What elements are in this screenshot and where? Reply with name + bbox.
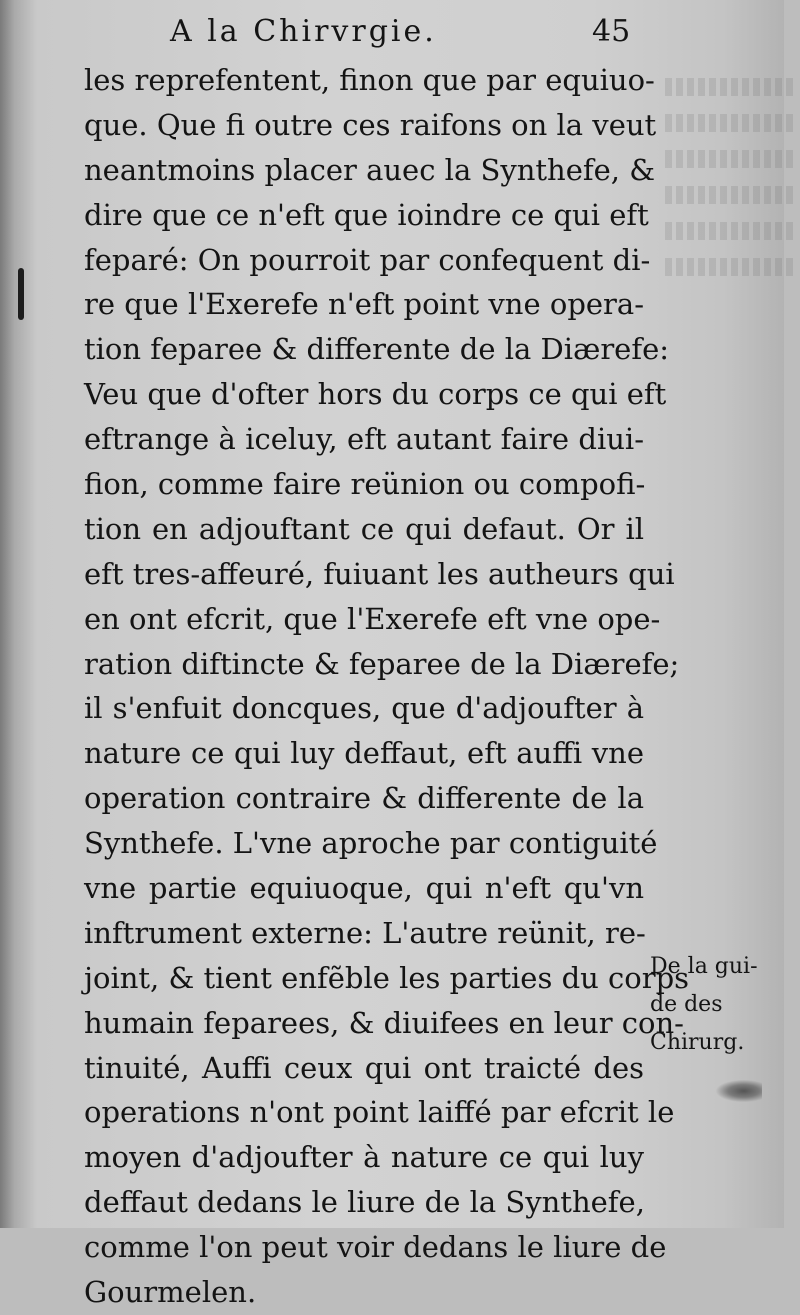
text-line: humain feparees, & diuifees en leur con- — [84, 1005, 684, 1040]
text-line: joint, & tient enfẽble les parties du corps — [84, 960, 690, 995]
margin-note — [650, 948, 790, 1062]
margin-note-line: de des — [650, 992, 723, 1017]
text-line: inftrument externe: L'autre reünit, re- — [84, 915, 646, 950]
binding-mark — [18, 268, 24, 320]
text-line: Veu que d'ofter hors du corps ce qui eft — [84, 377, 667, 412]
text-line: il s'enfuit doncques, que d'adjoufter à — [84, 691, 644, 726]
text-line: operations n'ont point laiffé par efcrit le — [84, 1095, 675, 1130]
text-line: fion, comme faire reünion ou compofi- — [84, 467, 646, 502]
text-line: operation contraire & differente de la — [84, 781, 644, 816]
margin-note-line: De la gui- — [650, 954, 758, 979]
text-line: eft tres-affeuré, fuiuant les autheurs qui — [84, 556, 675, 591]
text-line: tion en adjouftant ce qui defaut. Or il — [84, 511, 644, 546]
text-line: deffaut dedans le liure de la Synthefe, — [84, 1185, 645, 1220]
text-line: dire que ce n'eft que ioindre ce qui eft — [84, 197, 649, 232]
text-line: que. Que fi outre ces raifons on la veut — [84, 107, 657, 142]
text-line: tinuité, Auffi ceux qui ont traicté des — [84, 1050, 644, 1085]
text-line: neantmoins placer auec la Synthefe, & — [84, 152, 656, 187]
text-line: vne partie equiuoque, qui n'eft qu'vn — [84, 871, 644, 906]
text-line: Synthefe. L'vne aproche par contiguité — [84, 826, 658, 861]
text-line: moyen d'adjoufter à nature ce qui luy — [84, 1140, 644, 1175]
text-line: comme l'on peut voir dedans le liure de — [84, 1230, 667, 1265]
text-line: tion feparee & differente de la Diærefe: — [84, 332, 670, 367]
ink-smudge — [716, 1080, 762, 1102]
page-number: 45 — [592, 14, 631, 49]
text-line: feparé: On pourroit par confequent di- — [84, 242, 651, 277]
text-line: les reprefentent, finon que par equiuo- — [84, 63, 655, 97]
text-line: ration diftincte & feparee de la Diærefe; — [84, 646, 680, 681]
text-line: en ont efcrit, que l'Exerefe eft vne ope- — [84, 601, 661, 636]
text-line-last: Gourmelen. — [84, 1275, 257, 1310]
text-line: re que l'Exerefe n'eft point vne opera- — [84, 287, 644, 322]
binding-gutter — [0, 0, 14, 1228]
running-title: A la Chirvrgie. — [170, 14, 437, 49]
margin-note-line: Chirurg. — [650, 1030, 745, 1055]
text-line: nature ce qui luy deffaut, eft auffi vne — [84, 736, 644, 771]
text-line: eftrange à iceluy, eft autant faire diui- — [84, 422, 644, 457]
